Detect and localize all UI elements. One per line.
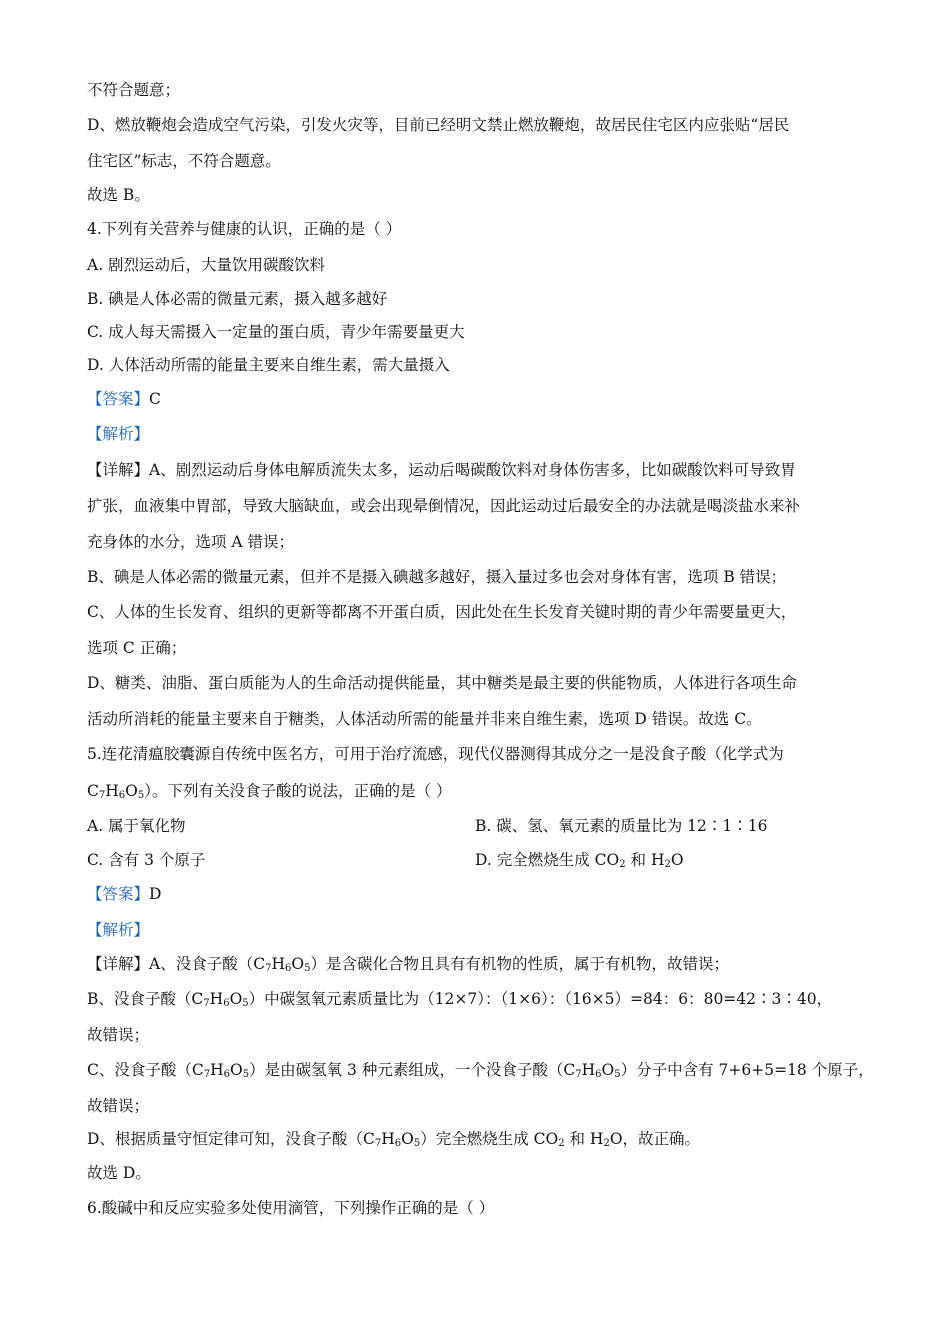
detail-line: C、没食子酸$(C_7H_6O_5)$是由碳氢氧 3 种元素组成，一个没食子酸$(C_7H_6O_5)$分子中含有 7+6+5=18 个原子， [87, 1061, 874, 1080]
text-line: 不符合题意； [87, 81, 181, 99]
detail-tag: 【详解】 [87, 955, 150, 973]
detail-line: 活动所消耗的能量主要来自于糖类，人体活动所需的能量并非来自维生素，选项 D 错误。故选 C。 [87, 710, 762, 728]
answer-tag: 【答案】 [87, 885, 150, 903]
detail-line: 扩张，血液集中胃部，导致大脑缺血，或会出现晕倒情况，因此运动过后最安全的办法就是喝淡盐水来补 [87, 497, 801, 515]
detail-line: 【详解】A、没食子酸$(C_7H_6O_5)$是含碳化合物且具有有机物的性质，属于有机物，故错误； [87, 955, 729, 974]
detail-tag: 【详解】 [87, 461, 150, 479]
option-5c: C. 含有 3 个原子 [87, 851, 206, 869]
option-4a: A. 剧烈运动后，大量饮用碳酸饮料 [87, 256, 326, 274]
question-6: 6.酸碱中和反应实验多处使用滴管，下列操作正确的是（ ） [87, 1199, 495, 1217]
option-5d: D. 完全燃烧生成 $CO_2$ 和 $H_2O$ [475, 851, 684, 870]
question-5-text: 。下列有关没食子酸的说法，正确的是（ ） [152, 782, 452, 800]
answer-5 [87, 884, 161, 904]
question-5: 5.连花清瘟胶囊源自传统中医名方，可用于治疗流感，现代仪器测得其成分之一是没食子酸（化学式为 [87, 745, 784, 763]
detail-text: A、剧烈运动后身体电解质流失太多，运动后喝碳酸饮料对身体伤害多，比如碳酸饮料可导致胃 [149, 461, 796, 479]
detail-line: B、碘是人体必需的微量元素，但并不是摄入碘越多越好，摄入量过多也会对身体有害，选项 B 错误； [87, 568, 787, 586]
detail-line: 故错误； [87, 1097, 150, 1115]
text-line: 住宅区”标志，不符合题意。 [87, 152, 281, 170]
detail-line: C、人体的生长发育、组织的更新等都离不开蛋白质，因此处在生长发育关键时期的青少年需要量更大， [87, 603, 797, 621]
text-line: 故选 B。 [87, 186, 150, 204]
option-4c: C. 成人每天需摄入一定量的蛋白质，青少年需要量更大 [87, 323, 465, 341]
detail-line: D、根据质量守恒定律可知，没食子酸$(C_7H_6O_5)$完全燃烧生成 $CO_2$ 和 $H_2O$，故正确。 [87, 1130, 701, 1149]
detail-line: B、没食子酸$(C_7H_6O_5)$中碳氢氧元素质量比为（12×7）：（1×6）：（16×5）=84：6：80=42∶3∶40， [87, 990, 833, 1009]
option-5a: A. 属于氧化物 [87, 817, 186, 835]
question-4: 4.下列有关营养与健康的认识，正确的是（ ） [87, 220, 402, 238]
detail-line: 选项 C 正确； [87, 639, 187, 657]
answer-4 [87, 389, 161, 409]
question-5-cont [87, 781, 451, 801]
option-4d: D. 人体活动所需的能量主要来自维生素，需大量摄入 [87, 356, 450, 374]
detail-line: 充身体的水分，选项 A 错误； [87, 533, 295, 551]
option-4b: B. 碘是人体必需的微量元素，摄入越多越好 [87, 290, 388, 308]
formula: $C_7H_6O_5$） [87, 782, 153, 801]
answer-tag: 【答案】 [87, 390, 150, 408]
detail-line [87, 460, 796, 480]
detail-line: 故选 D。 [87, 1164, 151, 1182]
option-5b: B. 碳、氢、氧元素的质量比为 12∶1∶16 [475, 817, 768, 835]
detail-line: 故错误； [87, 1026, 150, 1044]
text-line: D、燃放鞭炮会造成空气污染，引发火灾等，目前已经明文禁止燃放鞭炮，故居民住宅区内应张贴“居民 [87, 116, 790, 134]
analysis-tag: 【解析】 [87, 921, 150, 939]
analysis-tag: 【解析】 [87, 425, 150, 443]
answer-value: C [149, 390, 161, 408]
detail-line: D、糖类、油脂、蛋白质能为人的生命活动提供能量，其中糖类是最主要的供能物质，人体进行各项生命 [87, 674, 797, 692]
answer-value: D [149, 885, 162, 903]
